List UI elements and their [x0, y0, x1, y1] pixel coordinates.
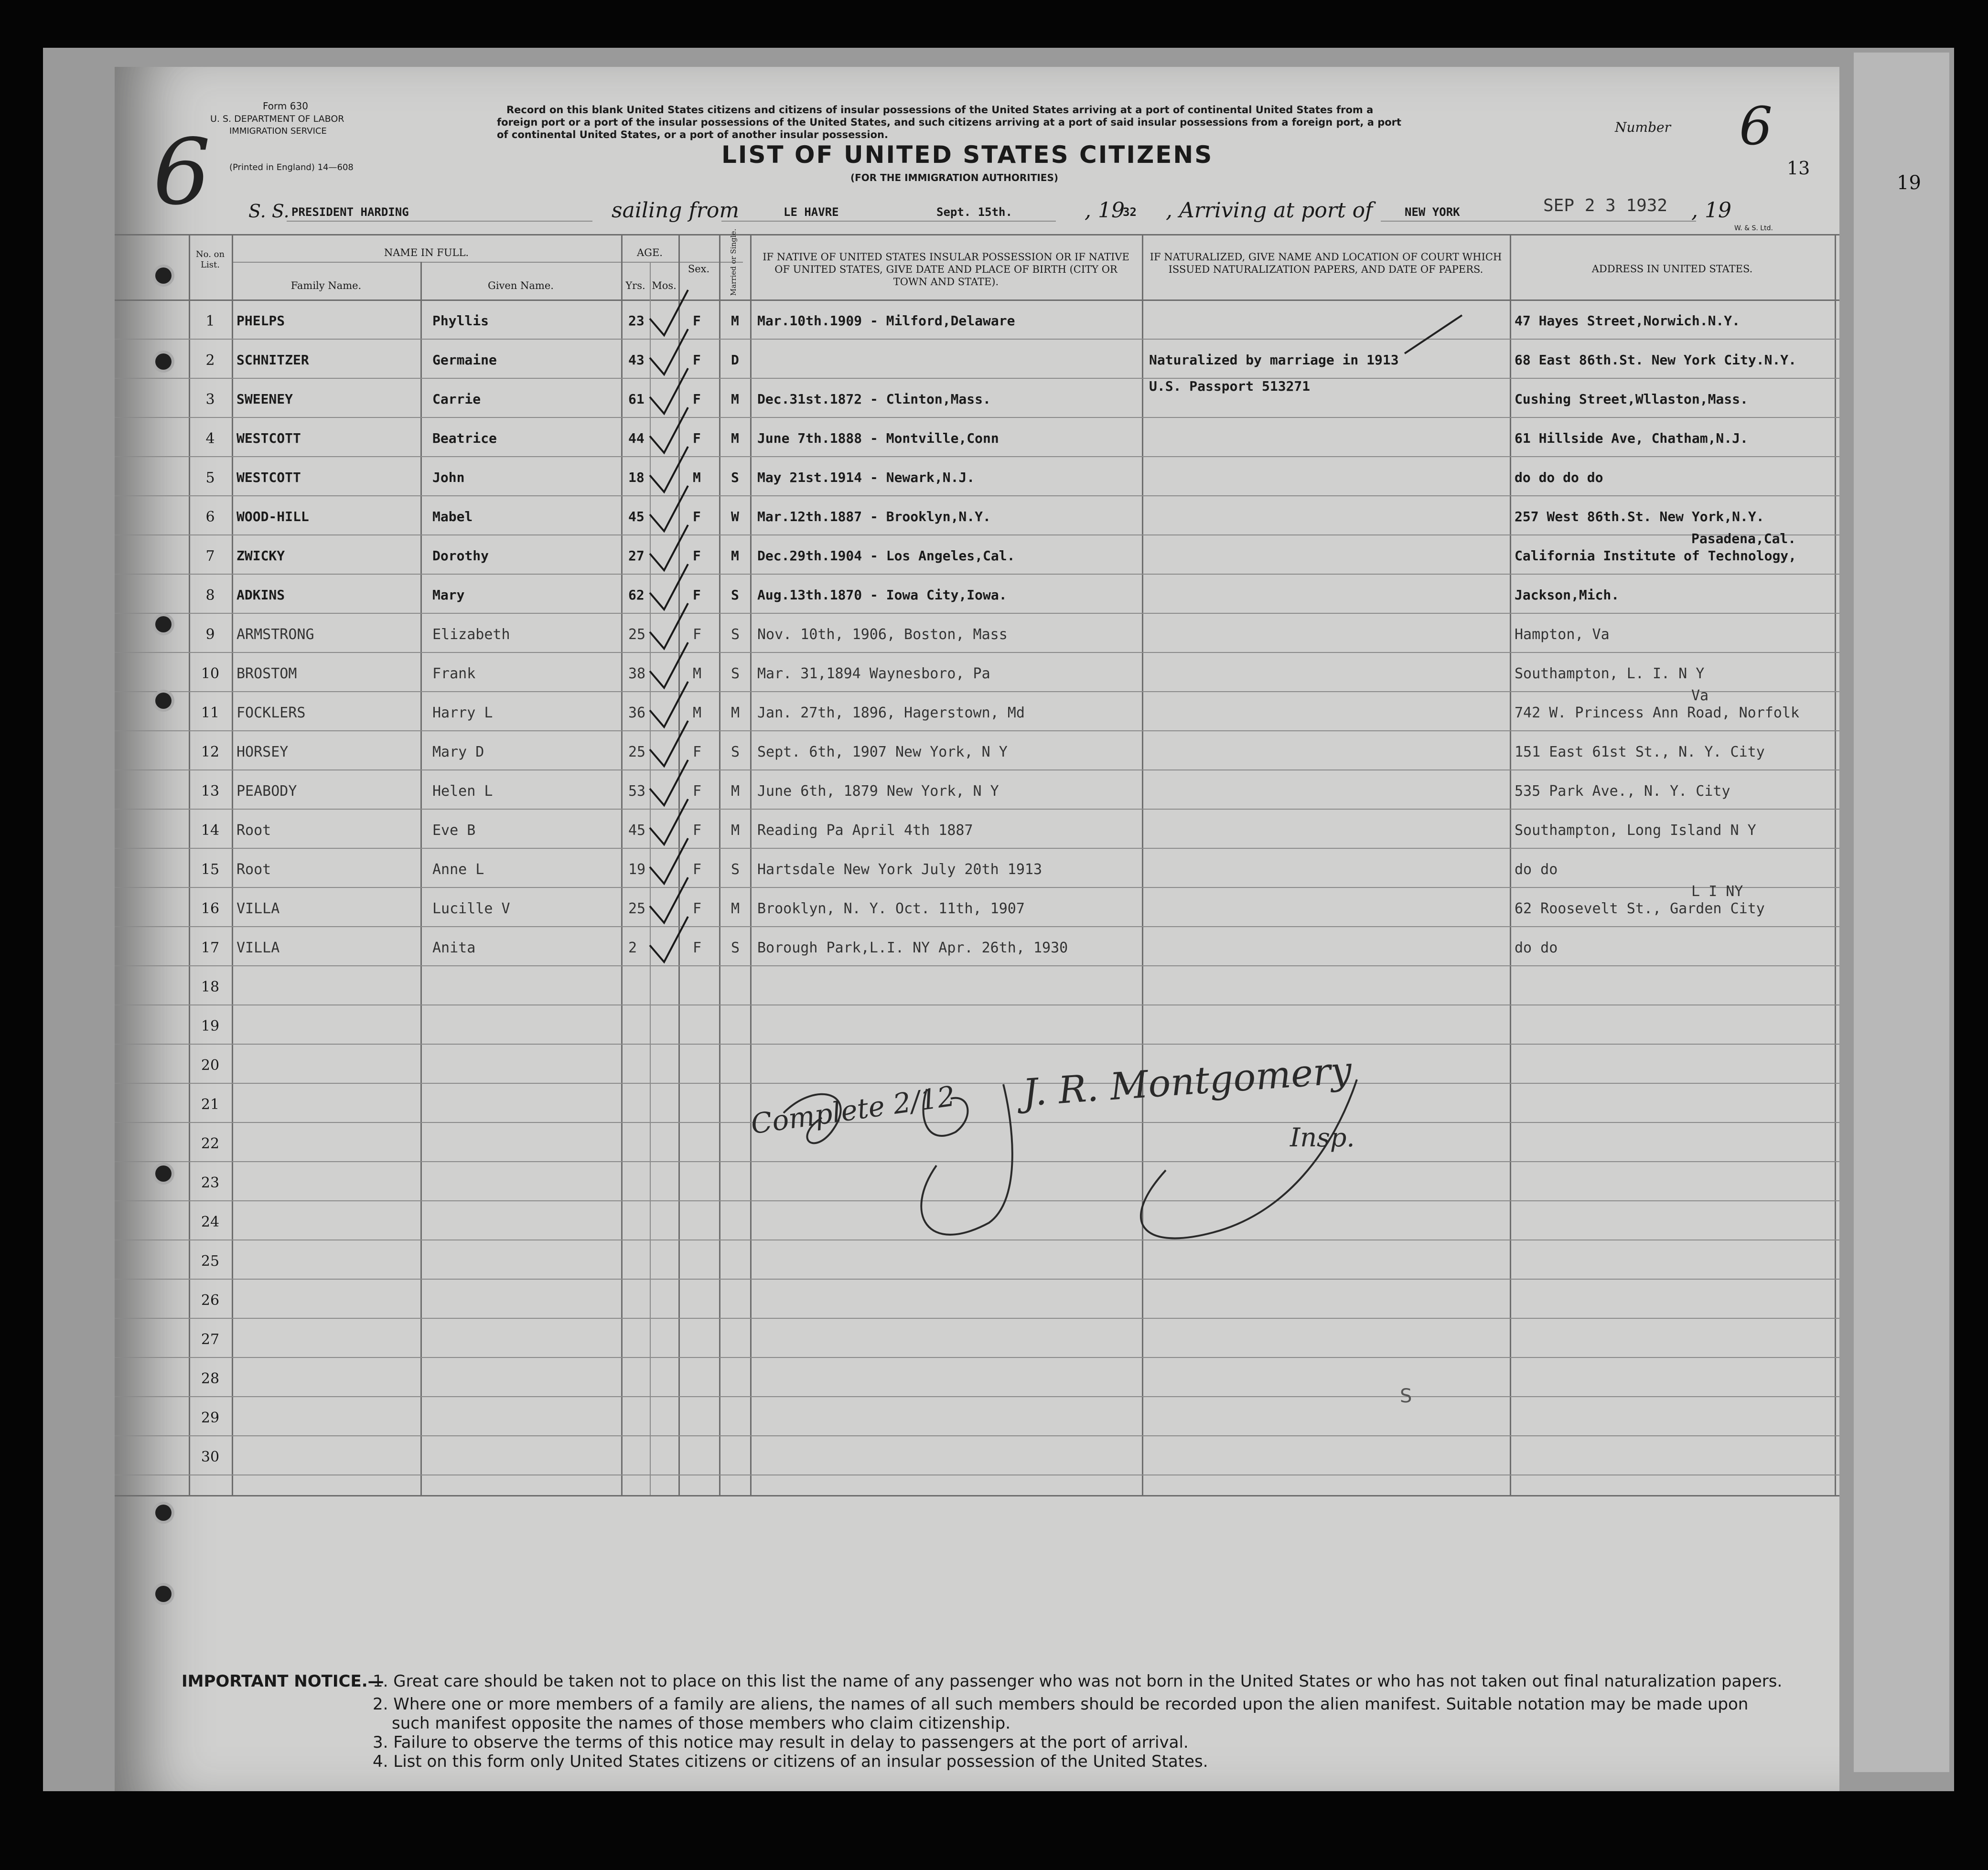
row-number: 24: [201, 1214, 220, 1230]
given-name: Mary D: [432, 744, 484, 760]
year-suffix: 32: [1123, 205, 1137, 219]
given-name: Lucille V: [432, 900, 510, 917]
given-name: Frank: [432, 665, 476, 682]
verification-check-mark: [650, 642, 688, 688]
sex: F: [693, 861, 702, 878]
sex: F: [693, 940, 702, 956]
verification-check-mark: [650, 877, 688, 923]
birth-date-place: Mar. 31,1894 Waynesboro, Pa: [757, 665, 990, 682]
printed-note: (Printed in England) 14—608: [229, 162, 354, 172]
sex: F: [693, 587, 701, 603]
verification-check-mark: [650, 838, 688, 884]
sailing-label: sailing from: [612, 198, 740, 223]
birth-date-place: Jan. 27th, 1896, Hagerstown, Md: [757, 705, 1025, 721]
birth-date-place: Aug.13th.1870 - Iowa City,Iowa.: [757, 587, 1007, 603]
row-number: 6: [205, 509, 215, 525]
given-name: Eve B: [432, 822, 476, 839]
sex: F: [693, 313, 701, 329]
address: do do: [1515, 861, 1558, 878]
verification-check-mark: [650, 603, 688, 649]
arriving-label: , Arriving at port of: [1166, 198, 1373, 223]
birth-date-place: June 7th.1888 - Montville,Conn: [757, 430, 999, 446]
row-number: 23: [201, 1175, 220, 1191]
given-name: Helen L: [432, 783, 493, 800]
sex: F: [693, 430, 701, 446]
row-number: 30: [201, 1449, 220, 1465]
binder-hole: [155, 353, 172, 370]
number-value: 6: [1739, 96, 1773, 157]
given-name: Germaine: [432, 352, 497, 368]
col-naturalized-header: IF NATURALIZED, GIVE NAME AND LOCATION OF COURT WHICH ISSUED NATURALIZATION PAPERS, AND DATE OF PAPERS.: [1150, 251, 1502, 275]
family-name: WESTCOTT: [236, 430, 301, 446]
age-years: 62: [628, 587, 645, 603]
stray-mark: S: [1400, 1385, 1412, 1407]
birth-date-place: May 21st.1914 - Newark,N.J.: [757, 470, 975, 485]
marital-status: S: [731, 744, 740, 760]
family-name: PHELPS: [236, 313, 285, 329]
sex: M: [693, 705, 702, 721]
birth-date-place: Nov. 10th, 1906, Boston, Mass: [757, 626, 1008, 643]
address: California Institute of Technology,: [1515, 548, 1797, 564]
binder-hole: [155, 616, 172, 632]
marital-status: M: [731, 430, 739, 446]
given-name: Anne L: [432, 861, 484, 878]
sailing-date: Sept. 15th.: [936, 205, 1012, 219]
col-native-header: IF NATIVE OF UNITED STATES INSULAR POSSESSION OR IF NATIVE OF UNITED STATES, GIVE DATE AND PLACE OF BIRTH (CITY OR TOWN AND STATE).: [763, 251, 1129, 288]
verification-check-mark: [650, 368, 688, 414]
row-number: 16: [201, 900, 220, 917]
age-years: 2: [628, 940, 637, 956]
address: Southampton, Long Island N Y: [1515, 822, 1756, 839]
notice-item-1: 1. Great care should be taken not to place on this list the name of any passenger who was not born in the United States or who has not taken out final naturalization papers.: [373, 1672, 1783, 1691]
passport-note: U.S. Passport 513271: [1149, 378, 1311, 394]
year-prefix: , 19: [1085, 198, 1125, 223]
col-mos-header: Mos.: [652, 280, 677, 291]
marital-status: W: [731, 509, 739, 524]
inspector-title: Insp.: [1290, 1122, 1355, 1153]
marital-status: M: [731, 705, 740, 721]
marital-status: M: [731, 313, 739, 329]
outer-page-number: 19: [1897, 172, 1921, 194]
given-name: Dorothy: [432, 548, 489, 564]
family-name: Root: [236, 861, 271, 878]
age-years: 45: [628, 509, 645, 524]
verification-check-mark: [650, 525, 688, 570]
sex: F: [693, 352, 701, 368]
given-name: Carrie: [432, 391, 481, 407]
row-number: 11: [201, 705, 220, 721]
birth-date-place: Dec.29th.1904 - Los Angeles,Cal.: [757, 548, 1015, 564]
arrival-year: , 19: [1691, 198, 1731, 223]
verification-check-mark: [650, 329, 688, 374]
birth-date-place: Brooklyn, N. Y. Oct. 11th, 1907: [757, 900, 1025, 917]
sex: M: [693, 665, 702, 682]
col-given-header: Given Name.: [488, 280, 554, 291]
naturalized-check-mark: [1405, 315, 1462, 353]
birth-date-place: Mar.10th.1909 - Milford,Delaware: [757, 313, 1015, 329]
family-name: ZWICKY: [236, 548, 285, 564]
address: 535 Park Ave., N. Y. City: [1515, 783, 1730, 800]
given-name: Harry L: [432, 705, 493, 721]
service: IMMIGRATION SERVICE: [229, 126, 327, 136]
row-number: 20: [201, 1057, 220, 1074]
verification-check-mark: [650, 682, 688, 727]
col-family-header: Family Name.: [290, 280, 362, 291]
address-continued: Pasadena,Cal.: [1691, 531, 1796, 546]
address: do do: [1515, 940, 1558, 956]
family-name: ARMSTRONG: [236, 626, 314, 643]
ss-label: S. S.: [248, 201, 290, 222]
verification-check-mark: [650, 447, 688, 492]
marital-status: M: [731, 822, 740, 839]
marital-status: S: [731, 587, 739, 603]
row-number: 3: [205, 391, 215, 408]
binder-hole: [155, 1165, 172, 1182]
binder-hole: [155, 1586, 172, 1602]
family-name: FOCKLERS: [236, 705, 306, 721]
handwriting-layer: [115, 67, 1839, 1791]
sailing-from: LE HAVRE: [784, 205, 839, 219]
row-number: 27: [201, 1331, 220, 1348]
sex: F: [693, 626, 702, 643]
address: Jackson,Mich.: [1515, 587, 1620, 603]
col-age-header: AGE.: [637, 247, 663, 258]
address-continued: Va: [1691, 687, 1709, 704]
instruction-line-3: of continental United States, or a port of another insular possession.: [497, 129, 888, 140]
marital-status: S: [731, 626, 740, 643]
row-number: 22: [201, 1135, 220, 1152]
sex: F: [693, 509, 701, 524]
department: U. S. DEPARTMENT OF LABOR: [210, 114, 344, 124]
col-sex-header: Sex.: [688, 263, 710, 275]
address: 257 West 86th.St. New York,N.Y.: [1515, 509, 1764, 524]
family-name: VILLA: [236, 900, 280, 917]
age-years: 27: [628, 548, 645, 564]
marital-status: M: [731, 391, 739, 407]
address: 47 Hayes Street,Norwich.N.Y.: [1515, 313, 1741, 329]
notice-item-3: 3. Failure to observe the terms of this notice may result in delay to passengers at the port of arrival.: [373, 1733, 1189, 1752]
age-years: 53: [628, 783, 646, 800]
age-years: 19: [628, 861, 646, 878]
row-number: 10: [201, 665, 220, 682]
corner-mark: 6: [153, 119, 211, 225]
birth-date-place: Hartsdale New York July 20th 1913: [757, 861, 1042, 878]
address: Cushing Street,Wllaston,Mass.: [1515, 391, 1748, 407]
address-continued: L I NY: [1691, 883, 1743, 900]
marital-status: S: [731, 665, 740, 682]
verification-check-mark: [650, 486, 688, 531]
ship-name: PRESIDENT HARDING: [291, 205, 409, 219]
age-years: 25: [628, 744, 646, 760]
age-years: 44: [628, 430, 645, 446]
marital-status: S: [731, 861, 740, 878]
birth-date-place: Mar.12th.1887 - Brooklyn,N.Y.: [757, 509, 991, 524]
row-number: 19: [201, 1018, 220, 1035]
address: 61 Hillside Ave, Chatham,N.J.: [1515, 430, 1748, 446]
col-married-header: Married or Single.: [729, 228, 738, 296]
family-name: SCHNITZER: [236, 352, 309, 368]
verification-check-mark: [650, 721, 688, 766]
page-subtitle: (FOR THE IMMIGRATION AUTHORITIES): [850, 172, 1059, 183]
sex: F: [693, 391, 701, 407]
sex: F: [693, 783, 702, 800]
verification-check-mark: [650, 407, 688, 453]
row-number: 14: [201, 822, 220, 839]
page-title: LIST OF UNITED STATES CITIZENS: [721, 141, 1214, 169]
age-years: 61: [628, 391, 645, 407]
binder-hole: [155, 1505, 172, 1521]
marital-status: M: [731, 783, 740, 800]
binder-hole: [155, 693, 172, 709]
notice-item-2: 2. Where one or more members of a family are aliens, the names of all such members should be recorded upon the alien manifest. Suitable notation may be made upon: [373, 1695, 1749, 1714]
age-years: 25: [628, 900, 646, 917]
family-name: SWEENEY: [236, 391, 293, 407]
age-years: 45: [628, 822, 646, 839]
given-name: Anita: [432, 940, 476, 956]
sex: F: [693, 822, 702, 839]
row-number: 29: [201, 1410, 220, 1426]
family-name: WESTCOTT: [236, 470, 301, 485]
verification-check-mark: [650, 760, 688, 805]
age-years: 25: [628, 626, 646, 643]
birth-date-place: Borough Park,L.I. NY Apr. 26th, 1930: [757, 940, 1068, 956]
address: Hampton, Va: [1515, 626, 1610, 643]
sex: M: [693, 470, 701, 485]
arriving-port: NEW YORK: [1405, 205, 1460, 219]
birth-date-place: June 6th, 1879 New York, N Y: [757, 783, 999, 800]
birth-date-place: Sept. 6th, 1907 New York, N Y: [757, 744, 1008, 760]
row-number: 8: [205, 587, 215, 604]
marital-status: S: [731, 940, 740, 956]
instruction-line-1: Record on this blank United States citizens and citizens of insular possessions of the United States arriving at a port of continental United States from a: [506, 104, 1374, 116]
address: 68 East 86th.St. New York City.N.Y.: [1515, 352, 1797, 368]
given-name: John: [432, 470, 465, 485]
row-number: 9: [205, 626, 215, 643]
row-number: 1: [205, 313, 215, 330]
address: 151 East 61st St., N. Y. City: [1515, 744, 1765, 760]
col-yrs-header: Yrs.: [625, 280, 645, 291]
verification-check-mark: [650, 917, 688, 962]
address: 742 W. Princess Ann Road, Norfolk: [1515, 705, 1800, 721]
verification-check-mark: [650, 290, 688, 335]
age-years: 18: [628, 470, 645, 485]
row-number: 25: [201, 1253, 220, 1270]
form-number: Form 630: [263, 100, 308, 112]
family-name: WOOD-HILL: [236, 509, 309, 524]
notice-label: IMPORTANT NOTICE.—: [182, 1672, 384, 1691]
col-no-header: No. on List.: [195, 249, 225, 270]
row-number: 15: [201, 861, 220, 878]
given-name: Phyllis: [432, 313, 489, 329]
verification-check-mark: [650, 799, 688, 844]
inspector-signature: J. R. Montgomery: [1021, 1049, 1354, 1115]
given-name: Elizabeth: [432, 626, 510, 643]
arrival-stamp: SEP 2 3 1932: [1543, 196, 1668, 215]
marital-status: D: [731, 352, 739, 368]
binder-hole: [155, 267, 172, 284]
signature-note: Complete 2/12: [749, 1079, 957, 1141]
given-name: Mary: [432, 587, 465, 603]
family-name: PEABODY: [236, 783, 297, 800]
marital-status: M: [731, 548, 739, 564]
family-name: BROSTOM: [236, 665, 297, 682]
row-number: 26: [201, 1292, 220, 1309]
marital-status: S: [731, 470, 739, 485]
address: do do do do: [1515, 470, 1603, 485]
given-name: Beatrice: [432, 430, 497, 446]
birth-date-place: Reading Pa April 4th 1887: [757, 822, 973, 839]
age-years: 38: [628, 665, 646, 682]
family-name: ADKINS: [236, 587, 285, 603]
instruction-line-2: foreign port or a port of the insular possessions of the United States, and such citizens arriving at a port of said insular possessions from a foreign port, a port: [497, 117, 1402, 128]
sex: F: [693, 900, 702, 917]
age-years: 43: [628, 352, 645, 368]
given-name: Mabel: [432, 509, 473, 524]
marital-status: M: [731, 900, 740, 917]
birth-date-place: Dec.31st.1872 - Clinton,Mass.: [757, 391, 991, 407]
address: Southampton, L. I. N Y: [1515, 665, 1705, 682]
notice-item-4: 4. List on this form only United States citizens or citizens of an insular possession of the United States.: [373, 1752, 1208, 1771]
row-number: 12: [201, 744, 220, 760]
age-years: 36: [628, 705, 646, 721]
family-name: VILLA: [236, 940, 280, 956]
page-number: 13: [1787, 158, 1810, 179]
sex: F: [693, 744, 702, 760]
verification-check-mark: [650, 564, 688, 609]
row-number: 18: [201, 979, 220, 995]
col-name-header: NAME IN FULL.: [384, 247, 469, 258]
printer-mark: W. & S. Ltd.: [1734, 224, 1773, 232]
row-number: 17: [201, 940, 220, 956]
row-number: 13: [201, 783, 220, 800]
col-address-header: ADDRESS IN UNITED STATES.: [1591, 263, 1753, 275]
number-label: Number: [1615, 119, 1671, 135]
row-number: 2: [205, 352, 215, 369]
sex: F: [693, 548, 701, 564]
row-number: 28: [201, 1370, 220, 1387]
row-number: 4: [205, 430, 215, 447]
manifest-page: [115, 67, 1839, 1791]
notice-item-2b: such manifest opposite the names of those members who claim citizenship.: [392, 1714, 1011, 1733]
row-number: 5: [205, 470, 215, 486]
address: 62 Roosevelt St., Garden City: [1515, 900, 1765, 917]
age-years: 23: [628, 313, 645, 329]
row-number: 21: [201, 1096, 220, 1113]
family-name: HORSEY: [236, 744, 289, 760]
row-number: 7: [205, 548, 215, 565]
naturalization-note: Naturalized by marriage in 1913: [1149, 352, 1399, 368]
backing-sheet-edge: [1854, 53, 1949, 1772]
family-name: Root: [236, 822, 271, 839]
